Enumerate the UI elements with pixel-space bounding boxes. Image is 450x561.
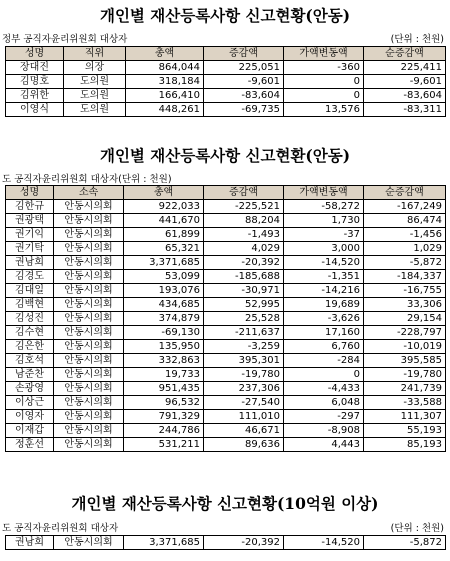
table-row bbox=[6, 312, 446, 326]
amount-cell: 395,585 bbox=[364, 354, 446, 368]
amount-cell: -58,272 bbox=[284, 200, 364, 214]
amount-cell: -27,540 bbox=[204, 396, 284, 410]
position-cell: 안동시의회 bbox=[54, 536, 124, 550]
name-cell: 손광영 bbox=[6, 382, 54, 396]
amount-cell: 55,193 bbox=[364, 424, 446, 438]
position-cell: 안동시의회 bbox=[54, 340, 124, 354]
amount-cell: 395,301 bbox=[204, 354, 284, 368]
name-cell: 김대일 bbox=[6, 284, 54, 298]
amount-cell: 441,670 bbox=[124, 214, 204, 228]
amount-cell: -9,601 bbox=[364, 75, 446, 89]
column-header: 가액변동액 bbox=[284, 186, 364, 200]
position-cell: 안동시의회 bbox=[54, 270, 124, 284]
amount-cell: -9,601 bbox=[204, 75, 284, 89]
amount-cell: 0 bbox=[284, 368, 364, 382]
column-header: 총액 bbox=[126, 47, 204, 61]
name-cell: 김수현 bbox=[6, 326, 54, 340]
position-cell: 도의원 bbox=[64, 75, 126, 89]
column-header: 총액 bbox=[124, 186, 204, 200]
section1-note-right: (단위 : 천원) bbox=[390, 34, 444, 45]
table-row bbox=[6, 103, 446, 117]
section1-title: 개인별 재산등록사항 신고현황(안동) bbox=[99, 6, 351, 25]
position-cell: 도의원 bbox=[64, 103, 126, 117]
position-cell: 도의원 bbox=[64, 89, 126, 103]
amount-cell: 225,051 bbox=[204, 61, 284, 75]
table-row bbox=[6, 200, 446, 214]
table-row bbox=[6, 410, 446, 424]
name-cell: 권광택 bbox=[6, 214, 54, 228]
amount-cell: 531,211 bbox=[124, 438, 204, 452]
table-row bbox=[6, 256, 446, 270]
amount-cell: -167,249 bbox=[364, 200, 446, 214]
amount-cell: 1,029 bbox=[364, 242, 446, 256]
position-cell: 안동시의회 bbox=[54, 256, 124, 270]
section3-table bbox=[5, 535, 446, 550]
amount-cell: -14,520 bbox=[284, 536, 364, 550]
amount-cell: -4,433 bbox=[284, 382, 364, 396]
amount-cell: -3,259 bbox=[204, 340, 284, 354]
name-cell: 남준찬 bbox=[6, 368, 54, 382]
amount-cell: -69,130 bbox=[124, 326, 204, 340]
amount-cell: -33,588 bbox=[364, 396, 446, 410]
amount-cell: -19,780 bbox=[364, 368, 446, 382]
position-cell: 안동시의회 bbox=[54, 424, 124, 438]
amount-cell: -225,521 bbox=[204, 200, 284, 214]
amount-cell: -16,755 bbox=[364, 284, 446, 298]
name-cell: 권남희 bbox=[6, 256, 54, 270]
amount-cell: -20,392 bbox=[204, 256, 284, 270]
section3-title: 개인별 재산등록사항 신고현황(10억원 이상) bbox=[71, 494, 379, 513]
amount-cell: -37 bbox=[284, 228, 364, 242]
amount-cell: 111,307 bbox=[364, 410, 446, 424]
name-cell: 이재갑 bbox=[6, 424, 54, 438]
table-row bbox=[6, 284, 446, 298]
amount-cell: -8,908 bbox=[284, 424, 364, 438]
column-header: 증감액 bbox=[204, 47, 284, 61]
amount-cell: -284 bbox=[284, 354, 364, 368]
amount-cell: 241,739 bbox=[364, 382, 446, 396]
position-cell: 안동시의회 bbox=[54, 284, 124, 298]
amount-cell: -1,456 bbox=[364, 228, 446, 242]
amount-cell: 3,371,685 bbox=[124, 256, 204, 270]
table-header-row bbox=[6, 47, 446, 61]
amount-cell: -211,637 bbox=[204, 326, 284, 340]
amount-cell: 33,306 bbox=[364, 298, 446, 312]
column-header: 소속 bbox=[54, 186, 124, 200]
amount-cell: -83,311 bbox=[364, 103, 446, 117]
position-cell: 안동시의회 bbox=[54, 298, 124, 312]
name-cell: 김백현 bbox=[6, 298, 54, 312]
table-row bbox=[6, 61, 446, 75]
amount-cell: 1,730 bbox=[284, 214, 364, 228]
column-header: 순증감액 bbox=[364, 186, 446, 200]
table-row bbox=[6, 75, 446, 89]
section3-note-right: (단위 : 천원) bbox=[390, 523, 444, 534]
section2-title: 개인별 재산등록사항 신고현환(안동) bbox=[99, 146, 351, 165]
table-row bbox=[6, 228, 446, 242]
name-cell: 김경도 bbox=[6, 270, 54, 284]
amount-cell: 3,000 bbox=[284, 242, 364, 256]
amount-cell: 237,306 bbox=[204, 382, 284, 396]
amount-cell: -10,019 bbox=[364, 340, 446, 354]
amount-cell: 25,528 bbox=[204, 312, 284, 326]
section1-table bbox=[5, 46, 446, 117]
amount-cell: 244,786 bbox=[124, 424, 204, 438]
amount-cell: -20,392 bbox=[204, 536, 284, 550]
amount-cell: -83,604 bbox=[204, 89, 284, 103]
amount-cell: 0 bbox=[284, 89, 364, 103]
amount-cell: 13,576 bbox=[284, 103, 364, 117]
amount-cell: -69,735 bbox=[204, 103, 284, 117]
position-cell: 안동시의회 bbox=[54, 228, 124, 242]
amount-cell: -14,216 bbox=[284, 284, 364, 298]
amount-cell: -1,351 bbox=[284, 270, 364, 284]
column-header: 순증감액 bbox=[364, 47, 446, 61]
amount-cell: 29,154 bbox=[364, 312, 446, 326]
table-row bbox=[6, 424, 446, 438]
position-cell: 안동시의회 bbox=[54, 312, 124, 326]
column-header: 증감액 bbox=[204, 186, 284, 200]
amount-cell: 6,048 bbox=[284, 396, 364, 410]
amount-cell: 4,029 bbox=[204, 242, 284, 256]
amount-cell: 111,010 bbox=[204, 410, 284, 424]
name-cell: 이영자 bbox=[6, 410, 54, 424]
position-cell: 안동시의회 bbox=[54, 354, 124, 368]
amount-cell: -19,780 bbox=[204, 368, 284, 382]
table-row bbox=[6, 326, 446, 340]
name-cell: 권남희 bbox=[6, 536, 54, 550]
amount-cell: 225,411 bbox=[364, 61, 446, 75]
amount-cell: 19,733 bbox=[124, 368, 204, 382]
position-cell: 안동시의회 bbox=[54, 214, 124, 228]
name-cell: 정훈선 bbox=[6, 438, 54, 452]
column-header: 성명 bbox=[6, 186, 54, 200]
amount-cell: -228,797 bbox=[364, 326, 446, 340]
amount-cell: 193,076 bbox=[124, 284, 204, 298]
name-cell: 장대진 bbox=[6, 61, 64, 75]
table-row bbox=[6, 354, 446, 368]
table-row bbox=[6, 242, 446, 256]
position-cell: 안동시의회 bbox=[54, 200, 124, 214]
amount-cell: 46,671 bbox=[204, 424, 284, 438]
table-row bbox=[6, 396, 446, 410]
amount-cell: -360 bbox=[284, 61, 364, 75]
position-cell: 안동시의회 bbox=[54, 410, 124, 424]
amount-cell: 4,443 bbox=[284, 438, 364, 452]
amount-cell: 332,863 bbox=[124, 354, 204, 368]
amount-cell: 3,371,685 bbox=[124, 536, 204, 550]
name-cell: 김명호 bbox=[6, 75, 64, 89]
position-cell: 의장 bbox=[64, 61, 126, 75]
amount-cell: 96,532 bbox=[124, 396, 204, 410]
table-row bbox=[6, 298, 446, 312]
amount-cell: 19,689 bbox=[284, 298, 364, 312]
table-row bbox=[6, 89, 446, 103]
name-cell: 권기익 bbox=[6, 228, 54, 242]
amount-cell: -30,971 bbox=[204, 284, 284, 298]
amount-cell: 85,193 bbox=[364, 438, 446, 452]
section2-table bbox=[5, 185, 446, 452]
amount-cell: -297 bbox=[284, 410, 364, 424]
amount-cell: 88,204 bbox=[204, 214, 284, 228]
position-cell: 안동시의회 bbox=[54, 242, 124, 256]
position-cell: 안동시의회 bbox=[54, 382, 124, 396]
name-cell: 이상근 bbox=[6, 396, 54, 410]
amount-cell: 89,636 bbox=[204, 438, 284, 452]
position-cell: 안동시의회 bbox=[54, 396, 124, 410]
column-header: 직위 bbox=[64, 47, 126, 61]
name-cell: 김위한 bbox=[6, 89, 64, 103]
name-cell: 김호석 bbox=[6, 354, 54, 368]
amount-cell: 318,184 bbox=[126, 75, 204, 89]
position-cell: 안동시의회 bbox=[54, 438, 124, 452]
amount-cell: -184,337 bbox=[364, 270, 446, 284]
amount-cell: -185,688 bbox=[204, 270, 284, 284]
amount-cell: -5,872 bbox=[364, 256, 446, 270]
amount-cell: 0 bbox=[284, 75, 364, 89]
amount-cell: 52,995 bbox=[204, 298, 284, 312]
amount-cell: 434,685 bbox=[124, 298, 204, 312]
amount-cell: 6,760 bbox=[284, 340, 364, 354]
amount-cell: 166,410 bbox=[126, 89, 204, 103]
amount-cell: 17,160 bbox=[284, 326, 364, 340]
amount-cell: -3,626 bbox=[284, 312, 364, 326]
amount-cell: -1,493 bbox=[204, 228, 284, 242]
table-row bbox=[6, 340, 446, 354]
name-cell: 김한규 bbox=[6, 200, 54, 214]
amount-cell: 922,033 bbox=[124, 200, 204, 214]
position-cell: 안동시의회 bbox=[54, 326, 124, 340]
amount-cell: 61,899 bbox=[124, 228, 204, 242]
table-row bbox=[6, 536, 446, 550]
table-row bbox=[6, 382, 446, 396]
section1-note-left: 정부 공직자윤리위원회 대상자 bbox=[2, 34, 128, 45]
column-header: 성명 bbox=[6, 47, 64, 61]
amount-cell: 951,435 bbox=[124, 382, 204, 396]
name-cell: 이영식 bbox=[6, 103, 64, 117]
amount-cell: -5,872 bbox=[364, 536, 446, 550]
amount-cell: 53,099 bbox=[124, 270, 204, 284]
name-cell: 김성진 bbox=[6, 312, 54, 326]
amount-cell: 65,321 bbox=[124, 242, 204, 256]
amount-cell: 864,044 bbox=[126, 61, 204, 75]
name-cell: 권기탁 bbox=[6, 242, 54, 256]
amount-cell: 448,261 bbox=[126, 103, 204, 117]
column-header: 가액변동액 bbox=[284, 47, 364, 61]
name-cell: 김은한 bbox=[6, 340, 54, 354]
table-row bbox=[6, 270, 446, 284]
amount-cell: 374,879 bbox=[124, 312, 204, 326]
amount-cell: 791,329 bbox=[124, 410, 204, 424]
section2-note-left: 도 공직자윤리위원회 대상자(단위 : 천원) bbox=[2, 174, 172, 185]
table-row bbox=[6, 438, 446, 452]
amount-cell: -83,604 bbox=[364, 89, 446, 103]
table-header-row bbox=[6, 186, 446, 200]
table-row bbox=[6, 214, 446, 228]
amount-cell: 135,950 bbox=[124, 340, 204, 354]
section3-note-left: 도 공직자윤리위원회 대상자 bbox=[2, 523, 119, 534]
position-cell: 안동시의회 bbox=[54, 368, 124, 382]
amount-cell: 86,474 bbox=[364, 214, 446, 228]
amount-cell: -14,520 bbox=[284, 256, 364, 270]
table-row bbox=[6, 368, 446, 382]
